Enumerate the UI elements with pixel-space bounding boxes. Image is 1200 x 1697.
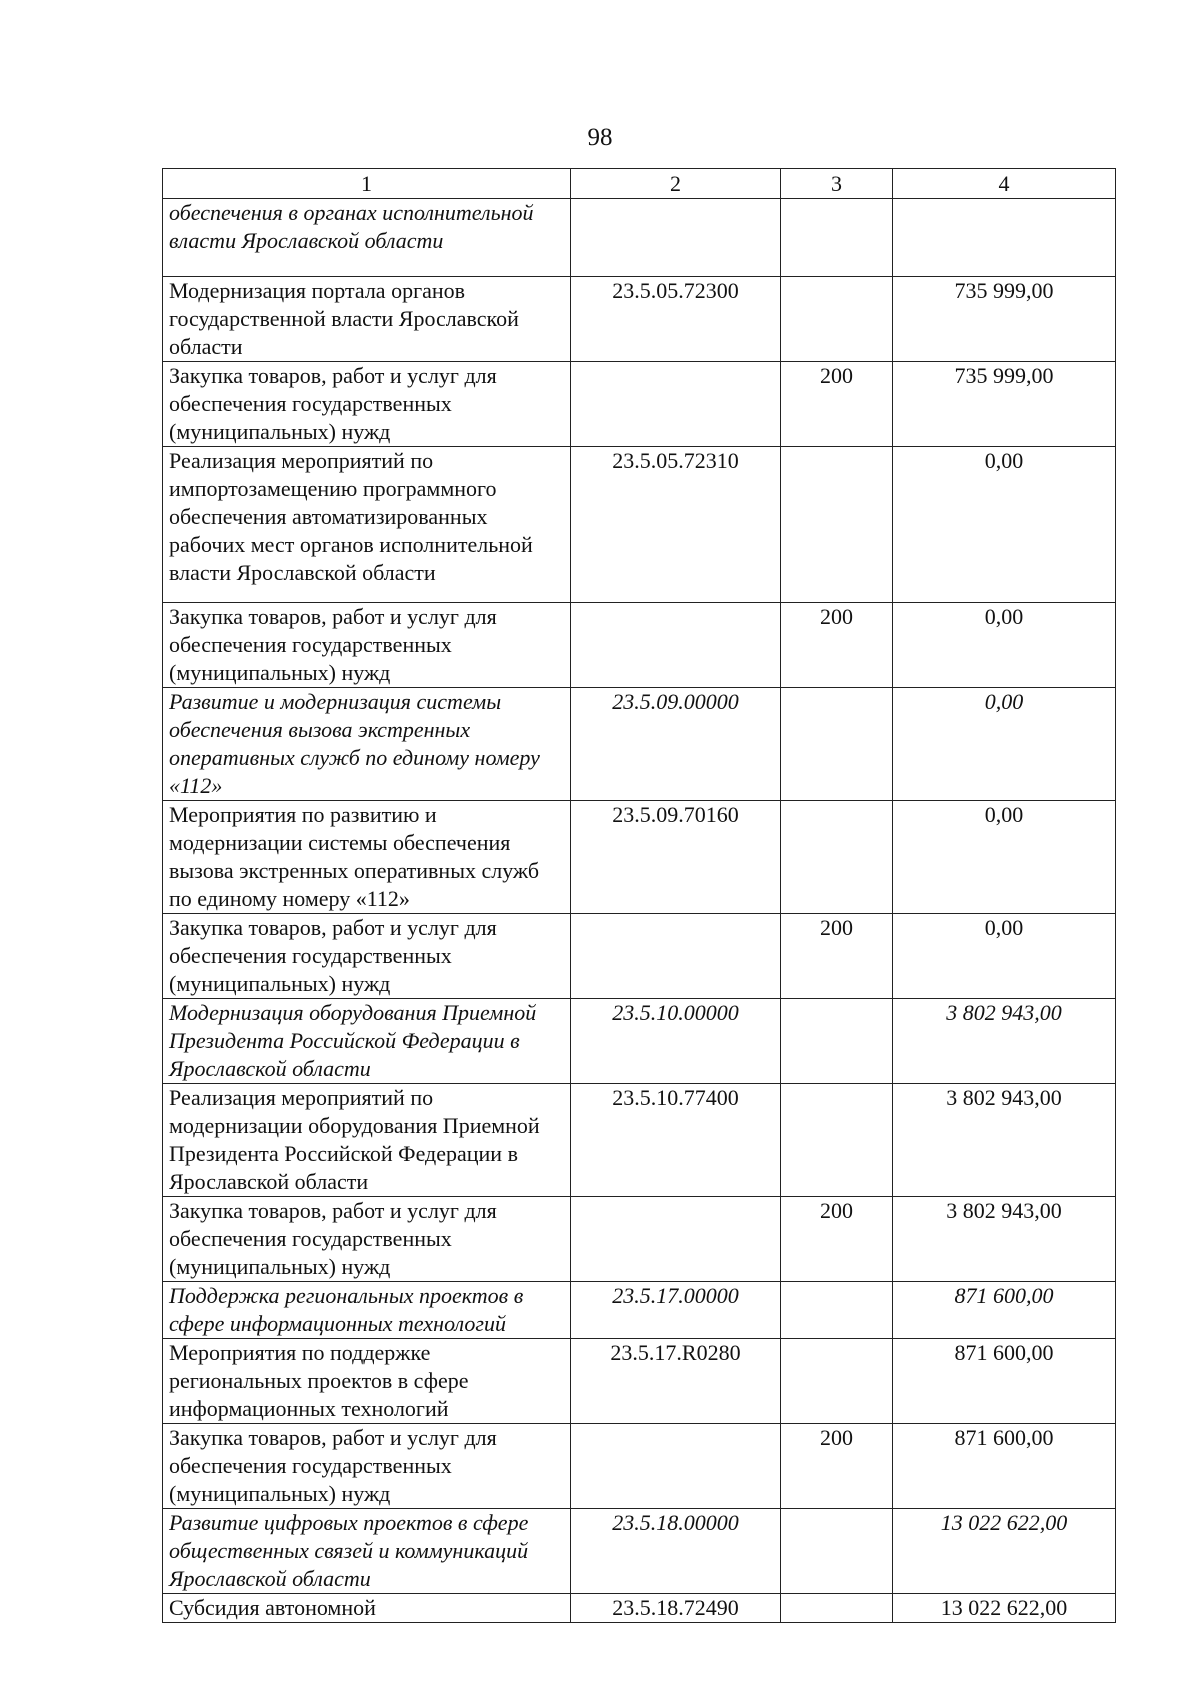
table-row (163, 199, 1116, 277)
budget-table (162, 168, 1116, 1623)
row-code-cell: 23.5.09.70160 (571, 801, 781, 914)
row-name-cell: Закупка товаров, работ и услуг для обеспечения государственных (муниципальных) нужд (163, 1424, 571, 1509)
table-row (163, 1282, 1116, 1339)
row-expense-type-cell (781, 1509, 893, 1594)
row-expense-type-cell (781, 277, 893, 362)
row-sum-cell: 3 802 943,00 (893, 1197, 1116, 1282)
row-expense-type-cell (781, 688, 893, 801)
row-code-cell: 23.5.18.00000 (571, 1509, 781, 1594)
column-header-4: 4 (893, 169, 1116, 199)
table-row (163, 1509, 1116, 1594)
row-expense-type-cell (781, 199, 893, 277)
row-expense-type-cell: 200 (781, 603, 893, 688)
row-name-cell: Закупка товаров, работ и услуг для обеспечения государственных (муниципальных) нужд (163, 362, 571, 447)
row-expense-type-cell: 200 (781, 1424, 893, 1509)
row-sum-cell: 0,00 (893, 447, 1116, 603)
row-expense-type-cell: 200 (781, 362, 893, 447)
row-name-cell: Мероприятия по поддержке региональных проектов в сфере информационных технологий (163, 1339, 571, 1424)
row-name-cell: Закупка товаров, работ и услуг для обеспечения государственных (муниципальных) нужд (163, 603, 571, 688)
row-code-cell (571, 603, 781, 688)
row-code-cell: 23.5.10.77400 (571, 1084, 781, 1197)
row-expense-type-cell (781, 999, 893, 1084)
table-row (163, 362, 1116, 447)
row-code-cell (571, 1197, 781, 1282)
row-sum-cell: 735 999,00 (893, 362, 1116, 447)
row-sum-cell: 13 022 622,00 (893, 1509, 1116, 1594)
row-name-cell: Закупка товаров, работ и услуг для обеспечения государственных (муниципальных) нужд (163, 1197, 571, 1282)
row-code-cell (571, 362, 781, 447)
row-sum-cell: 871 600,00 (893, 1282, 1116, 1339)
row-name-cell: Мероприятия по развитию и модернизации системы обеспечения вызова экстренных оперативных служб по единому номеру «112» (163, 801, 571, 914)
row-name-cell: Развитие цифровых проектов в сфере общественных связей и коммуникаций Ярославской области (163, 1509, 571, 1594)
row-name-cell: обеспечения в органах исполнительной власти Ярославской области (163, 199, 571, 277)
row-name-cell: Реализация мероприятий по модернизации оборудования Приемной Президента Российской Федерации в Ярославской области (163, 1084, 571, 1197)
table-row (163, 447, 1116, 603)
row-sum-cell: 0,00 (893, 688, 1116, 801)
table-row (163, 914, 1116, 999)
row-sum-cell: 13 022 622,00 (893, 1594, 1116, 1623)
row-sum-cell: 0,00 (893, 914, 1116, 999)
table-row (163, 1339, 1116, 1424)
row-code-cell: 23.5.05.72300 (571, 277, 781, 362)
row-expense-type-cell (781, 447, 893, 603)
table-row (163, 1594, 1116, 1623)
row-sum-cell (893, 199, 1116, 277)
row-code-cell (571, 199, 781, 277)
row-sum-cell: 3 802 943,00 (893, 1084, 1116, 1197)
column-header-1: 1 (163, 169, 571, 199)
table-row (163, 1084, 1116, 1197)
row-expense-type-cell (781, 1594, 893, 1623)
column-header-3: 3 (781, 169, 893, 199)
row-code-cell (571, 1424, 781, 1509)
row-name-cell: Модернизация портала органов государственной власти Ярославской области (163, 277, 571, 362)
row-name-cell: Поддержка региональных проектов в сфере информационных технологий (163, 1282, 571, 1339)
row-sum-cell: 3 802 943,00 (893, 999, 1116, 1084)
row-expense-type-cell (781, 801, 893, 914)
row-name-cell: Реализация мероприятий по импортозамещению программного обеспечения автоматизированных рабочих мест органов исполнительной власти Ярославской области (163, 447, 571, 603)
row-code-cell: 23.5.18.72490 (571, 1594, 781, 1623)
row-expense-type-cell: 200 (781, 1197, 893, 1282)
row-code-cell (571, 914, 781, 999)
column-header-2: 2 (571, 169, 781, 199)
table-row (163, 688, 1116, 801)
row-expense-type-cell (781, 1282, 893, 1339)
row-name-cell: Субсидия автономной (163, 1594, 571, 1623)
row-sum-cell: 0,00 (893, 801, 1116, 914)
table-row (163, 277, 1116, 362)
table-row (163, 1197, 1116, 1282)
row-name-cell: Модернизация оборудования Приемной Президента Российской Федерации в Ярославской области (163, 999, 571, 1084)
row-name-cell: Закупка товаров, работ и услуг для обеспечения государственных (муниципальных) нужд (163, 914, 571, 999)
row-sum-cell: 871 600,00 (893, 1339, 1116, 1424)
table-row (163, 1424, 1116, 1509)
row-expense-type-cell (781, 1339, 893, 1424)
row-expense-type-cell (781, 1084, 893, 1197)
row-name-cell: Развитие и модернизация системы обеспечения вызова экстренных оперативных служб по единому номеру «112» (163, 688, 571, 801)
row-sum-cell: 871 600,00 (893, 1424, 1116, 1509)
row-code-cell: 23.5.10.00000 (571, 999, 781, 1084)
table-header-row (163, 169, 1116, 199)
table-row (163, 603, 1116, 688)
row-code-cell: 23.5.17.R0280 (571, 1339, 781, 1424)
row-code-cell: 23.5.17.00000 (571, 1282, 781, 1339)
row-sum-cell: 735 999,00 (893, 277, 1116, 362)
row-expense-type-cell: 200 (781, 914, 893, 999)
row-sum-cell: 0,00 (893, 603, 1116, 688)
row-code-cell: 23.5.09.00000 (571, 688, 781, 801)
page-number: 98 (587, 124, 613, 151)
table-row (163, 999, 1116, 1084)
table-row (163, 801, 1116, 914)
row-code-cell: 23.5.05.72310 (571, 447, 781, 603)
